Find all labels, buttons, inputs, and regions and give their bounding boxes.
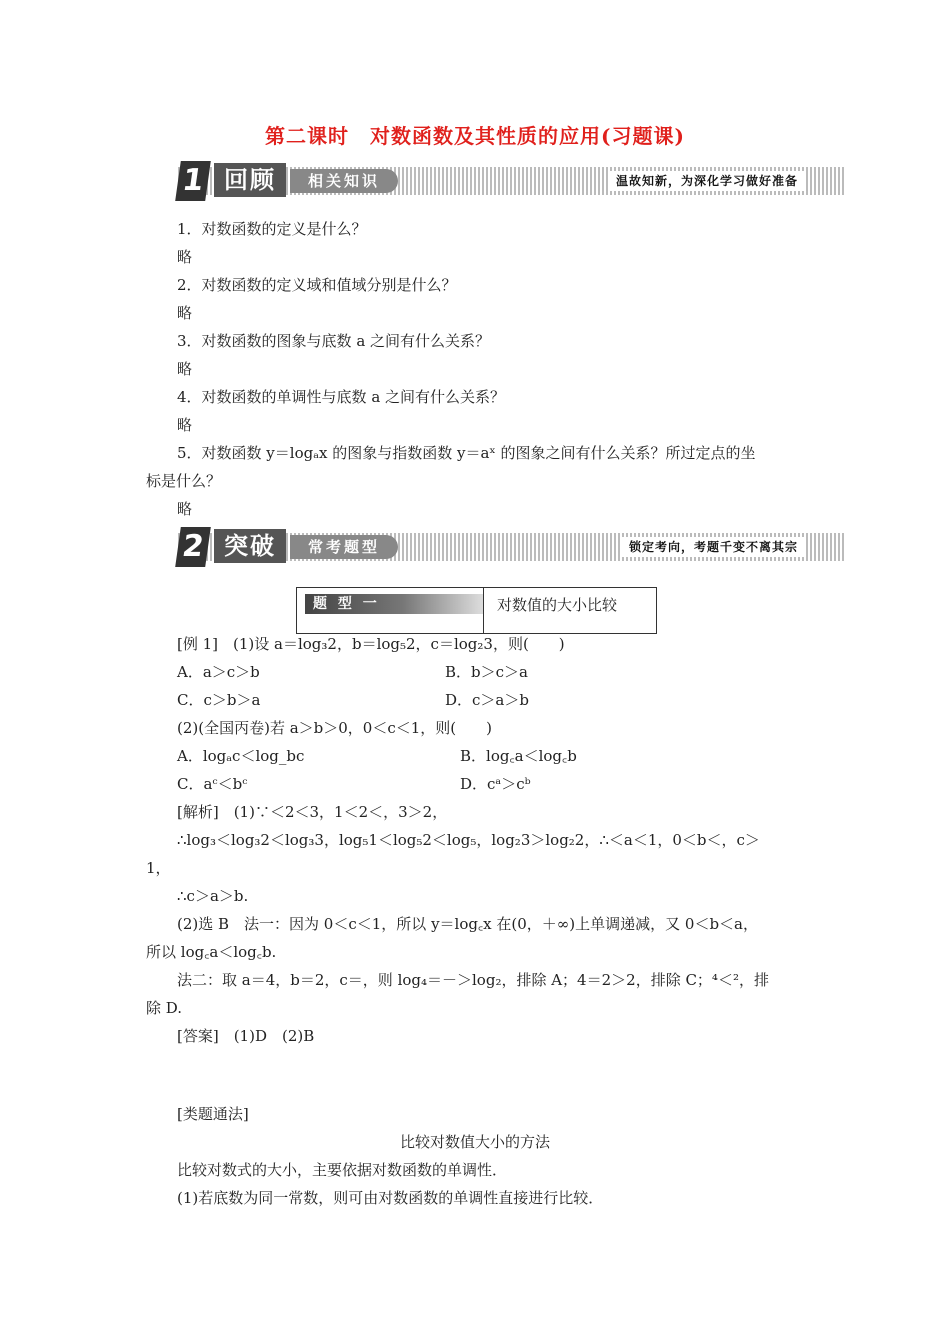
example-1-part-2: (2)(全国丙卷)若 a＞b＞0，0＜c＜1，则( ) xyxy=(177,719,493,737)
option-b-2: B．log꜀a＜log꜀b xyxy=(460,747,577,765)
section-tagline: 锁定考向，考题千变不离其宗 xyxy=(621,537,806,557)
section-main-label: 突破 xyxy=(214,529,286,563)
review-question-5-cont: 标是什么？ xyxy=(146,472,222,490)
solution-line-2: ∴log₃＜log₃2＜log₃3，log₅1＜log₅2＜log₅，log₂3＞log₂2，∴＜a＜1，0＜b＜，c＞ xyxy=(177,831,760,849)
method-heading: [类题通法] xyxy=(177,1105,249,1123)
solution-line-7: 法二：取 a＝4，b＝2，c＝，则 log₄＝－＞log₂，排除 A；4＝2＞2，排除 C；⁴＜²，排 xyxy=(177,971,769,989)
review-answer-5: 略 xyxy=(177,500,193,518)
review-answer-2: 略 xyxy=(177,304,193,322)
option-c-1: C．c＞b＞a xyxy=(177,691,261,709)
review-question-3: 3．对数函数的图象与底数 a 之间有什么关系？ xyxy=(177,332,491,350)
method-title: 比较对数值大小的方法 xyxy=(399,1133,550,1151)
answer-line: [答案] (1)D (2)B xyxy=(177,1027,315,1045)
section-banner-breakthrough xyxy=(178,527,846,567)
solution-line-6: 所以 log꜀a＜log꜀b. xyxy=(146,943,277,961)
review-question-4: 4．对数函数的单调性与底数 a 之间有什么关系？ xyxy=(177,388,506,406)
review-answer-4: 略 xyxy=(177,416,193,434)
option-d-2: D．cᵃ＞cᵇ xyxy=(460,775,531,793)
section-number: 2 xyxy=(175,527,211,567)
section-banner-review xyxy=(178,161,846,201)
solution-line-3: 1， xyxy=(146,859,171,877)
review-answer-3: 略 xyxy=(177,360,193,378)
example-1-part-1: [例 1] (1)设 a＝log₃2，b＝log₅2，c＝log₂3，则( ) xyxy=(177,635,565,653)
section-number: 1 xyxy=(175,161,211,201)
review-question-5: 5．对数函数 y＝logₐx 的图象与指数函数 y＝aˣ 的图象之间有什么关系？所过定点的坐 xyxy=(177,444,756,462)
section-tagline: 温故知新，为深化学习做好准备 xyxy=(608,171,806,191)
section-sub-label: 常考题型 xyxy=(290,535,398,559)
section-sub-label: 相关知识 xyxy=(290,169,398,193)
page-title: 第二课时 对数函数及其性质的应用(习题课) xyxy=(265,124,685,148)
topic-label: 题 型 一 xyxy=(305,594,483,614)
option-c-2: C．aᶜ＜bᶜ xyxy=(177,775,248,793)
topic-divider xyxy=(483,588,484,633)
review-question-1: 1．对数函数的定义是什么？ xyxy=(177,220,367,238)
option-a-1: A．a＞c＞b xyxy=(177,663,260,681)
option-d-1: D．c＞a＞b xyxy=(445,691,529,709)
topic-text: 对数值的大小比较 xyxy=(497,596,618,614)
method-paragraph-1: 比较对数式的大小，主要依据对数函数的单调性． xyxy=(177,1161,508,1179)
solution-line-4: ∴c＞a＞b. xyxy=(177,887,249,905)
topic-box xyxy=(296,587,657,634)
solution-line-8: 除 D. xyxy=(146,999,183,1017)
method-paragraph-2: (1)若底数为同一常数，则可由对数函数的单调性直接进行比较． xyxy=(177,1189,604,1207)
review-answer-1: 略 xyxy=(177,248,193,266)
section-main-label: 回顾 xyxy=(214,163,286,197)
review-question-2: 2．对数函数的定义域和值域分别是什么？ xyxy=(177,276,457,294)
solution-line-1: [解析] (1)∵＜2＜3，1＜2＜，3＞2， xyxy=(177,803,448,821)
solution-line-5: (2)选 B 法一：因为 0＜c＜1，所以 y＝log꜀x 在(0，＋∞)上单调递减，又 0＜b＜a， xyxy=(177,915,758,933)
option-a-2: A．logₐc＜log_bc xyxy=(177,747,305,765)
option-b-1: B．b＞c＞a xyxy=(445,663,528,681)
